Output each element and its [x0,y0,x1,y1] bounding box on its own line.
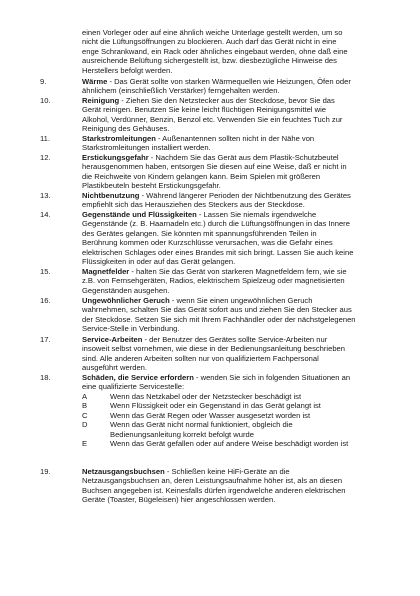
sub-item-letter: E [82,439,88,449]
item-heading: Ungewöhnlicher Geruch [82,296,170,305]
item-line: Flüssigkeiten in oder auf das Gerät gelangen. [82,257,236,267]
item-heading: Starkstromleitungen [82,134,156,143]
sub-item-a [82,392,403,401]
sub-item-c [82,411,403,420]
sub-item-e [82,439,403,448]
item-first-line [82,153,403,162]
sub-item-letter: D [82,420,88,430]
item-number: 11. [40,134,50,143]
item-line: des Gerätes gelangen. Sie könnten mit spannungsführenden Teilen in [82,228,317,238]
item-text: - Nachdem Sie das Gerät aus dem Plastik-Schutzbeutel [148,153,339,162]
item-line: elektrischen Schlages oder eines Brandes mit sich bringt. Lassen Sie auch keine [82,247,354,257]
item-line: wahrnehmen, schalten Sie das Gerät sofort aus und ziehen Sie den Stecker aus [82,305,352,315]
item-number: 19. [40,467,51,476]
item-first-line [82,210,403,219]
intro-paragraph [82,28,402,75]
item-text: - Ziehen Sie den Netzstecker aus der Steckdose, bevor Sie das [119,96,335,105]
item-number: 12. [40,153,51,162]
sub-item-d [82,420,403,429]
item-text: - wenden Sie sich in folgenden Situationen an [193,373,351,382]
item-first-line [82,467,403,476]
intro-line: nicht die Lüftungsöffnungen zu blockieren. Auch darf das Gerät nicht in eine [82,37,337,47]
intro-line: Herstellers befolgt werden. [82,65,173,75]
sub-item-letter: B [82,401,88,411]
intro-line: ausreichende Belüftung sichergestellt ist, bzw. diesbezügliche Hinweise des [82,56,337,66]
item-line: ausgeführt werden. [82,363,148,373]
intro-line: einen Vorleger oder auf eine ähnlich weiche Unterlage gestellt werden, um so [82,28,343,37]
item-number: 9. [40,77,47,86]
item-heading: Reinigung [82,96,120,105]
item-first-line [82,267,403,276]
item-heading: Schäden, die Service erfordern [82,373,194,382]
item-first-line [82,96,403,105]
sub-item-text: Wenn das Gerät nicht normal funktioniert, obgleich die [110,420,293,430]
item-text: - Während längerer Perioden der Nichtbenutzung des Gerätes [139,191,351,200]
item-line: Gegenstände (z. B. Haarnadeln etc.) durch die Lüftungsöffnungen in das Innere [82,219,350,229]
item-first-line [82,373,403,382]
item-heading: Erstickungsgefahr [82,153,149,162]
sub-item-text: Wenn Flüssigkeit oder ein Gegenstand in das Gerät gelangt ist [110,401,321,411]
item-line: Alkohol, Verdünner, Benzin, Benzol etc. Verwenden Sie ein feuchtes Tuch zur [82,114,343,124]
item-number: 13. [40,191,51,200]
item-first-line [82,77,403,86]
item-line: sind. Alle anderen Arbeiten sollten nur von qualifiziertem Fachpersonal [82,353,319,363]
item-heading: Service-Arbeiten [82,335,143,344]
sub-item-b [82,401,403,410]
item-line: eine qualifizierte Servicestelle: [82,382,185,392]
sub-item-letter: C [82,410,88,420]
item-number: 17. [40,335,51,344]
sub-item-text: Wenn das Gerät Regen oder Wasser ausgesetzt worden ist [110,410,311,420]
sub-item-continuation: Bedienungsanleitung korrekt befolgt wurde [110,429,254,439]
item-line: Plastikbeuteln besteht Erstickungsgefahr. [82,181,221,191]
item-number: 10. [40,96,51,105]
item-heading: Gegenstände und Flüssigkeiten [82,210,197,219]
item-number: 15. [40,267,51,276]
item-line: Starkstromleitungen installiert werden. [82,143,211,153]
item-line: insoweit selbst vornehmen, wie diese in der Bedienungsanleitung beschrieben [82,344,345,354]
item-line: Geräte (Toaster, Bügeleisen) hier angeschlossen werden. [82,495,276,505]
item-line: Netzausgangsbuchsen an, deren Leistungsaufnahme höher ist, als an diesen [82,476,343,486]
item-line: Buchsen angegeben ist. Keinesfalls dürfen irgendwelche anderen elektrischen [82,485,346,495]
item-heading: Magnetfelder [82,267,130,276]
item-number: 18. [40,373,51,382]
item-line: empfiehlt sich das Herausziehen des Steckers aus der Steckdose. [82,200,305,210]
item-line: Service-Stelle in Verbindung. [82,324,180,334]
item-line: der Steckdose. Setzen Sie sich mit Ihrem Fachhändler oder der nächstgelegenen [82,314,356,324]
sub-item-letter: A [82,391,88,401]
item-first-line [82,191,403,200]
item-heading: Wärme [82,77,108,86]
item-first-line [82,296,403,305]
item-line: die Reichweite von Kindern gelangen kann. Beim Spielen mit größeren [82,171,321,181]
item-line: ähnlichem (einschließlich Verstärker) ferngehalten werden. [82,86,280,96]
item-text: - wenn Sie einen ungewöhnlichen Geruch [169,296,313,305]
item-number: 16. [40,296,51,305]
sub-item-text: Wenn das Netzkabel oder der Netzstecker beschädigt ist [110,391,302,401]
item-line: Berührung kommen oder Kurzschlüsse verursachen, was die Gefahr eines [82,238,333,248]
item-text: - der Benutzer des Gerätes sollte Service-Arbeiten nur [142,335,328,344]
item-line: z.B. von Fernsehgeräten, Radios, elektrischem Spielzeug oder magnetisierten [82,276,345,286]
item-text: - Außenantennen sollten nicht in der Nähe von [155,134,315,143]
item-text: - halten Sie das Gerät von starkeren Magnetfeldern fern, wie sie [129,267,347,276]
item-line: herausgenommen haben, entsorgen Sie diesen auf eine Weise, daß er nicht in [82,162,347,172]
item-text: - Lassen Sie niemals irgendwelche [196,210,317,219]
item-line: Gegenständen ausgehen. [82,285,170,295]
item-first-line [82,335,403,344]
intro-line: enge Schrankwand, ein Rack oder ähnliches eingebaut werden, ohne daß eine [82,46,348,56]
item-number: 14. [40,210,51,219]
sub-item-text: Wenn das Gerät gefallen oder auf andere Weise beschädigt worden ist [110,439,349,449]
item-text: - Schließen keine HiFi-Geräte an die [164,467,290,476]
item-heading: Nichtbenutzung [82,191,140,200]
item-line: Reinigung des Gehäuses. [82,124,170,134]
item-text: - Das Gerät sollte von starken Wärmequellen wie Heizungen, Öfen oder [107,77,351,86]
item-first-line [82,134,403,143]
item-line: Gerät reinigen. Benutzen Sie keine leicht flüchtigen Reinigungsmittel wie [82,105,326,115]
item-heading: Netzausgangsbuchsen [82,467,165,476]
